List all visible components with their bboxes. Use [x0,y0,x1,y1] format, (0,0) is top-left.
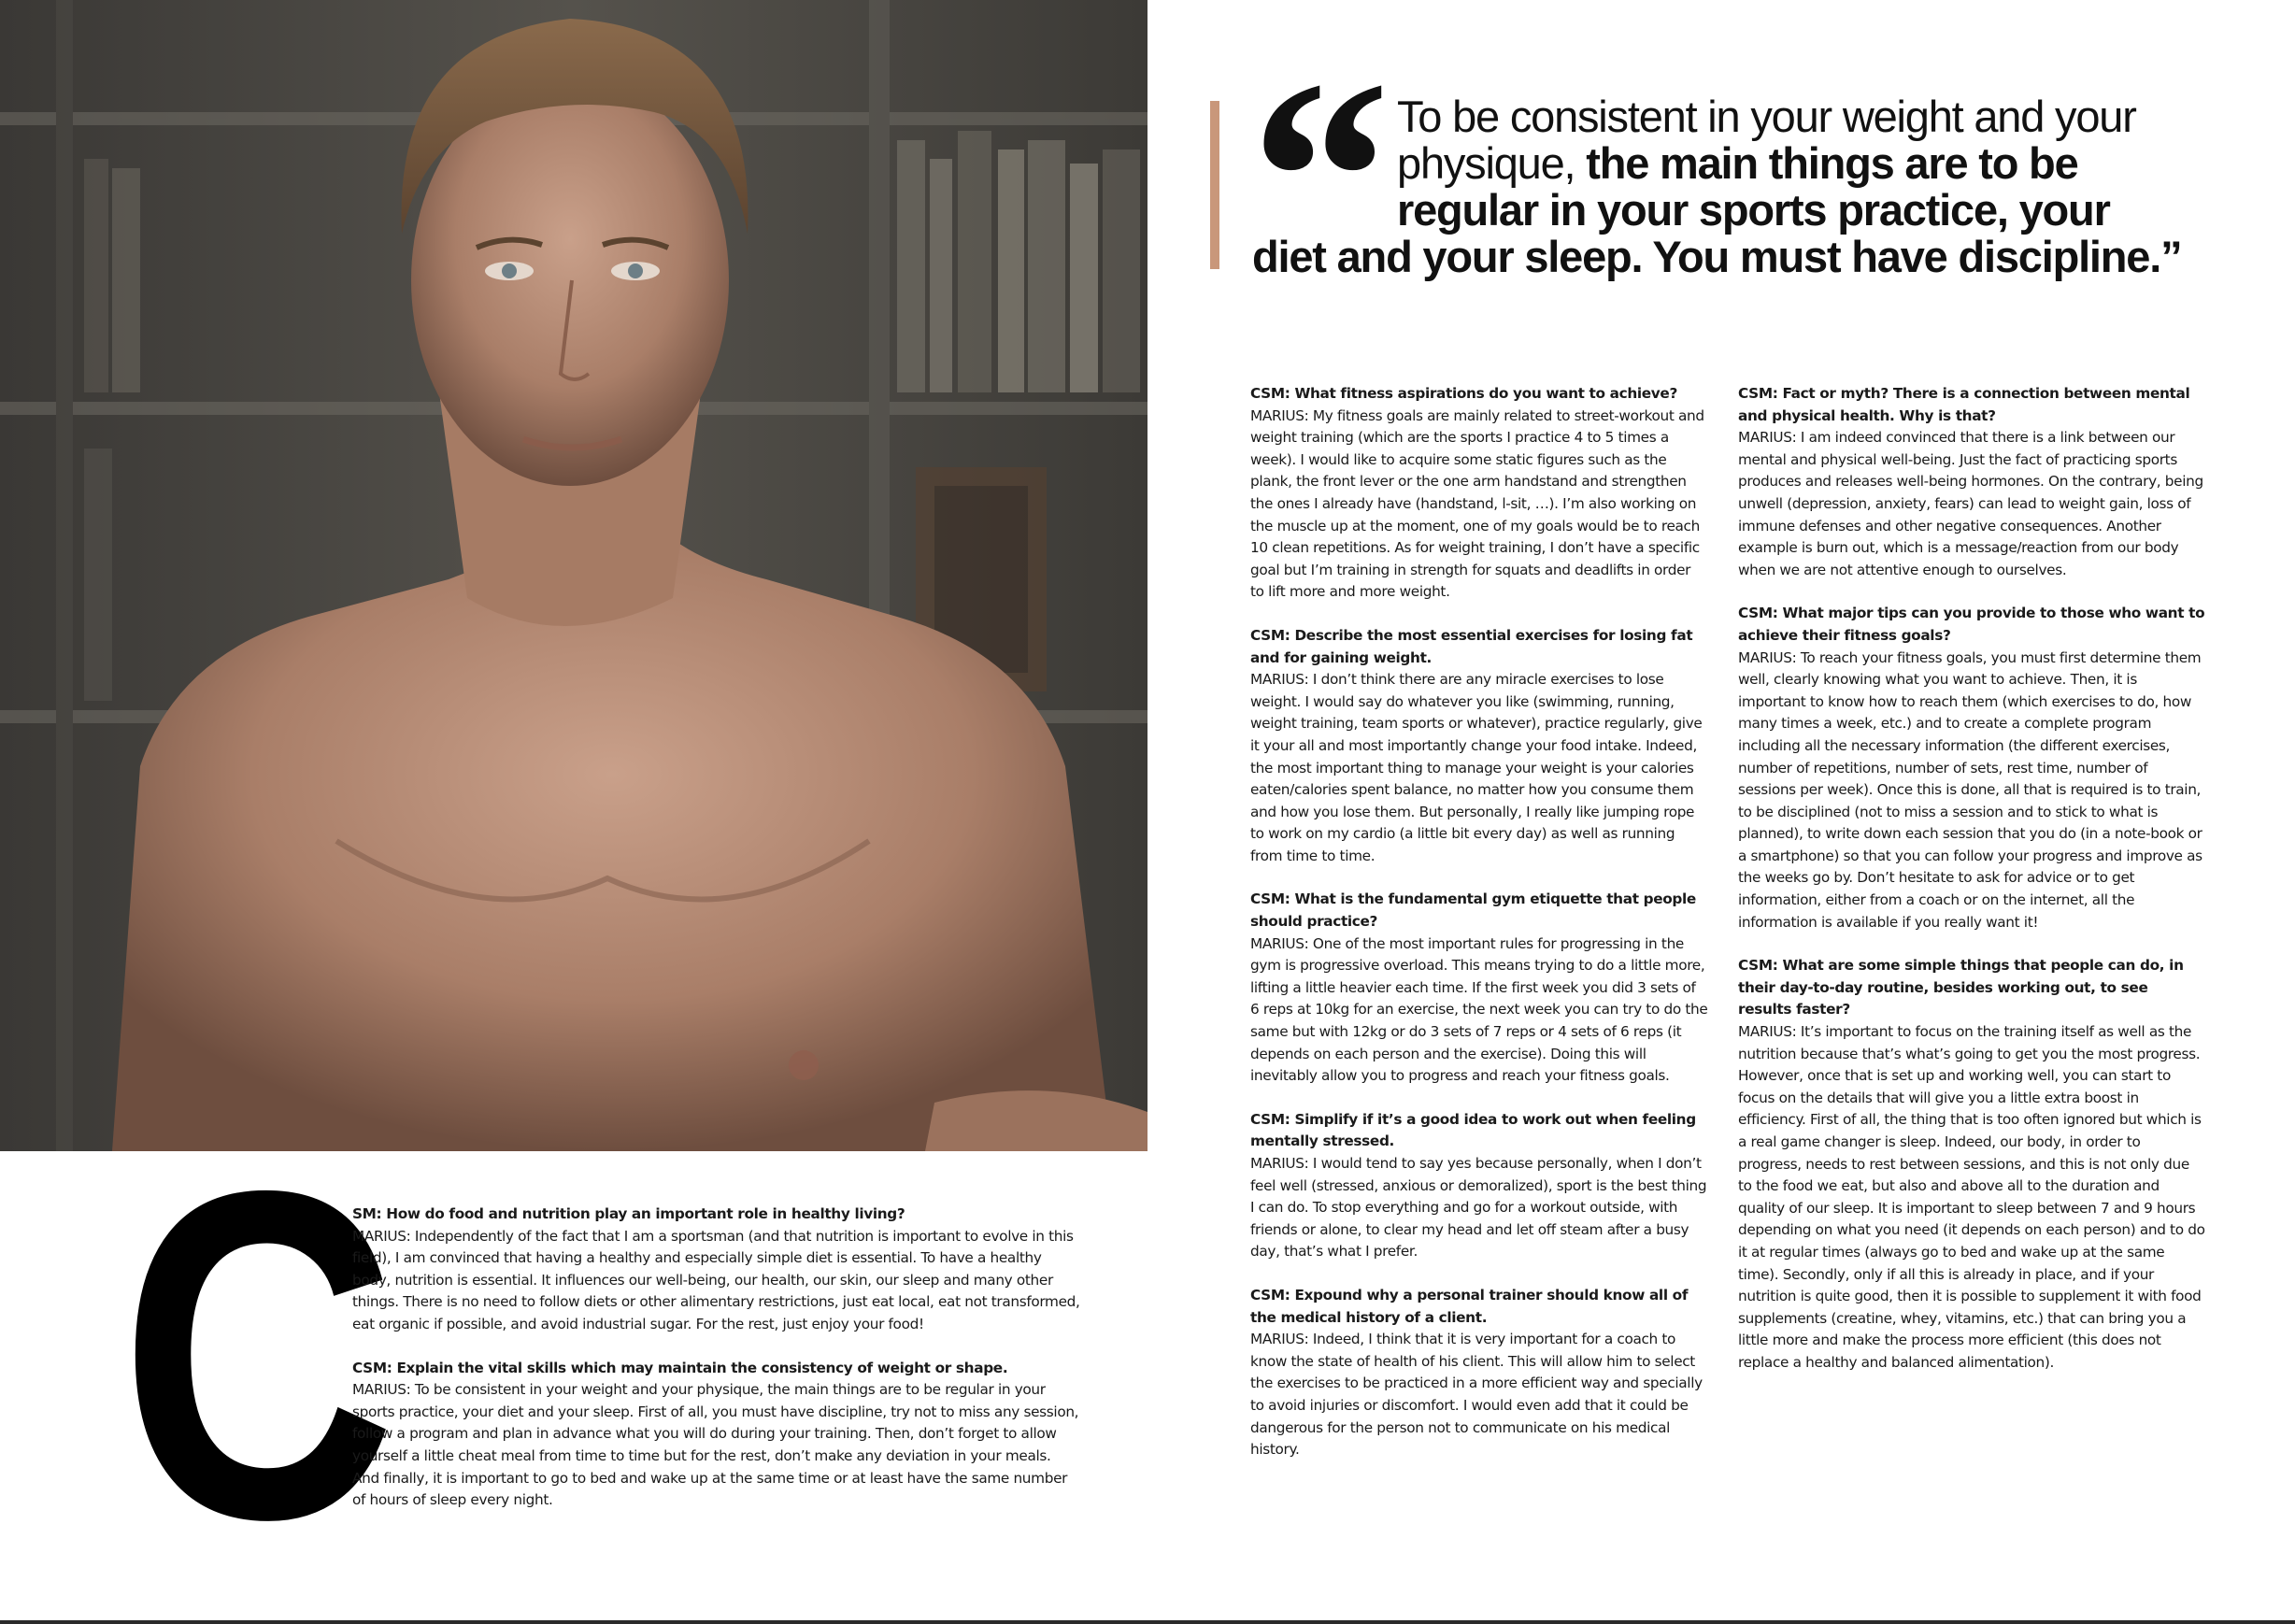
quote-mark: “ [1250,22,1362,333]
portrait-photo [0,0,1148,1151]
qa-block [1250,1109,1708,1263]
interview-question: CSM: What is the fundamental gym etiquette that people should practice? [1250,890,1696,931]
interview-answer: MARIUS: Independently of the fact that I am a sportsman (and that nutrition is important to evolve in this field), I am convinced that having a healthy and especially simple diet is essential. To have a healthy body, nutrition is essential. It influences our well-being, our health, our skin, our sleep and many other things. There is no need to follow diets or other alimentary restrictions, just eat local, eat not transformed, eat organic if possible, and avoid industrial sugar. For the rest, just enjoy your food! [352,1227,1080,1332]
qa-block [1250,625,1708,868]
quote-accent-bar [1210,101,1219,269]
pull-quote-line-2-regular: physique, [1397,138,1575,188]
interview-answer: MARIUS: One of the most important rules for progressing in the gym is progressive overload. This means trying to do a little more, lifting a little heavier each time. If the first week you did 3 sets of 6 reps at 10kg for an exercise, the next week you can try to do the same but with 12kg or do 3 sets of 7 reps or 4 sets of 6 reps (it depends on each person and the exercise). Doing this will inevitably allow you to progress and reach your fitness goals. [1250,934,1708,1085]
interview-question: CSM: What major tips can you provide to those who want to achieve their fitness goals? [1738,605,2205,644]
qa-block [1250,383,1708,604]
page-bottom-rule [0,1620,2295,1624]
article-column-right [1738,383,2205,1396]
interview-answer: MARIUS: Indeed, I think that it is very important for a coach to know the state of health of his client. This will allow him to select the exercises to be practiced in a more efficient way and specially to avoid injuries or discomfort. I would even add that it could be dangerous for the person not to communicate on his medical history. [1250,1331,1703,1459]
interview-answer: MARIUS: I don’t think there are any miracle exercises to lose weight. I would say do whatever you like (swimming, running, weight training, team sports or whatever), practice regularly, give it your all and most importantly change your food intake. Indeed, the most important thing to manage your weight is your calories eaten/calories spent balance, no matter how you consume them and how you lose them. But personally, I really like jumping rope to work on my cardio (a little bit every day) as well as running from time to time. [1250,671,1703,864]
interview-answer: MARIUS: It’s important to focus on the training itself as well as the nutrition because that’s what’s going to get you the most progress. However, once that is set up and working well, you can start to focus on the details that will give you a little extra boost in efficiency. First of all, the thing that is too often ignored but which is a real game changer is sleep. Indeed, our body, in order to progress, needs to rest between sessions, and this is not only due to the food we eat, but also and above all to the duration and quality of our sleep. It is important to sleep between 7 and 9 hours depending on what you need (it depends on each person) and to do it at regular times (always go to bed and wake up at the same time). Secondly, only if all this is already in place, and if your nutrition is quite good, then it is possible to supplement it with food supplements (creatine, whey, vitamins, etc.) that can bring you a little more and make the process more efficient (this does not replace a healthy and balanced alimentation). [1738,1023,2205,1371]
pull-quote-line-2-bold: the main things are to be [1575,138,2078,188]
pull-quote-line-2 [1252,140,2187,187]
pull-quote-line-4: diet and your sleep. You must have discipline.” [1252,232,2182,281]
drop-cap: C [120,1093,397,1616]
interview-question: CSM: Fact or myth? There is a connection between mental and physical health. Why is that? [1738,385,2190,424]
qa-block [1738,955,2205,1374]
interview-answer: MARIUS: I would tend to say yes because personally, when I don’t feel well (stressed, anxious or demoralized), sport is the best thing I can do. To stop everything and go for a workout outside, with friends or alone, to clear my head and let off steam after a busy day, that’s what I prefer. [1250,1155,1707,1261]
article-column-middle [1250,383,1708,1483]
qa-block [352,1358,1081,1512]
interview-question: CSM: Expound why a personal trainer should know all of the medical history of a client. [1250,1286,1689,1326]
qa-block [1250,889,1708,1087]
pull-quote [1252,93,2187,280]
qa-block [1738,383,2205,581]
portrait-illustration [0,0,1148,1151]
interview-question: SM: How do food and nutrition play an important role in healthy living? [352,1205,905,1222]
interview-question: CSM: What are some simple things that people can do, in their day-to-day routine, besides working out, to see results faster? [1738,957,2184,1019]
interview-answer: MARIUS: My fitness goals are mainly related to street-workout and weight training (which are the sports I practice 4 to 5 times a week). I would like to acquire some static figures such as the plank, the front lever or the one arm handstand and strengthen the ones I already have (handstand, l-sit, …). I’m also working on the muscle up at the moment, one of my goals would be to reach 10 clean repetitions. As for weight training, I don’t have a specific goal but I’m training in strength for squats and deadlifts in order to lift more and more weight. [1250,406,1704,601]
interview-question: CSM: Simplify if it’s a good idea to work out when feeling mentally stressed. [1250,1110,1696,1150]
qa-block [352,1204,1081,1336]
interview-answer: MARIUS: To be consistent in your weight and your physique, the main things are to be regular in your sports practice, your diet and your sleep. First of all, you must have discipline, try not to miss any session, follow a program and plan in advance what you will do during your training. Then, don’t forget to allow yourself a little cheat meal from time to time but for the rest, don’t make any deviation in your meals. And finally, it is important to go to bed and wake up at the same time or at least have the same number of hours of sleep every night. [352,1381,1079,1509]
qa-block [1250,1285,1708,1461]
qa-block [1738,603,2205,933]
interview-answer: MARIUS: To reach your fitness goals, you must first determine them well, clearly knowing what you want to achieve. Then, it is important to know how to reach them (which exercises to do, how many times a week, etc.) and to create a complete program including all the necessary information (the different exercises, number of repetitions, number of sets, rest time, number of sessions per week). Once this is done, all that is required is to train, to be disciplined (not to miss a session and to stick to what is planned), to write down each session that you do (in a note-book or a smartphone) so that you can follow your progress and improve as the weeks go by. Don’t hesitate to ask for advice or to get information, either from a coach or on the internet, all the information is available if you really want it! [1738,648,2202,931]
pull-quote-line-3: regular in your sports practice, your [1397,185,2110,235]
interview-answer: MARIUS: I am indeed convinced that there is a link between our mental and physical well-being. Just the fact of practicing sports produces and releases well-being hormones. On the contrary, being unwell (depression, anxiety, fears) can lead to weight gain, loss of immune defenses and other negative consequences. Another example is burn out, which is a message/reaction from our body when we are not attentive enough to ourselves. [1738,429,2203,578]
article-column-left [352,1204,1081,1533]
pull-quote-line-1: To be consistent in your weight and your [1397,92,2136,141]
interview-question: CSM: Describe the most essential exercises for losing fat and for gaining weight. [1250,626,1693,666]
interview-question: CSM: Explain the vital skills which may maintain the consistency of weight or shape. [352,1359,1008,1376]
interview-question: CSM: What fitness aspirations do you want to achieve? [1250,385,1677,402]
